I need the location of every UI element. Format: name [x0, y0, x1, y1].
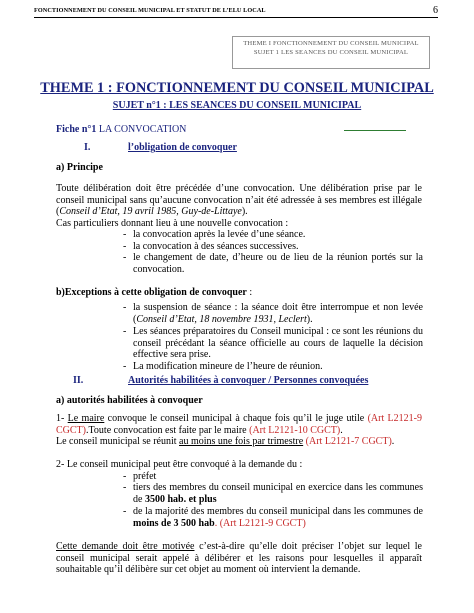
- list-item: - la convocation après la levée d’une séance.: [123, 229, 306, 240]
- theme-title: THEME 1 : FONCTIONNEMENT DU CONSEIL MUNICIPAL: [40, 80, 434, 96]
- exceptions-heading: b)Exceptions à cette obligation de convoquer :: [56, 287, 253, 298]
- running-header-title: FONCTIONNEMENT DU CONSEIL MUNICIPAL ET STATUT DE L’ELU LOCAL: [34, 7, 266, 14]
- fiche-rule: [344, 130, 406, 131]
- autorites-paragraph2: Le conseil municipal se réunit au moins une fois par trimestre (Art L2121-7 CGCT).: [56, 436, 395, 447]
- fiche-label: Fiche n°1: [56, 124, 97, 135]
- list-item: - Les séances préparatoires du Conseil municipal : ce sont les réunions du conseil précédant la séance officielle au cours de laquelle la décision effective sera prise.: [123, 326, 423, 360]
- section2-number: II.: [73, 375, 84, 386]
- section2-title: Autorités habilitées à convoquer / Personnes convoquées: [128, 375, 369, 386]
- list-item: - la convocation à des séances successives.: [123, 241, 299, 252]
- principe-citation: Conseil d’Etat, 19 avril 1985, Guy-de-Littaye: [59, 206, 242, 217]
- fiche-title: LA CONVOCATION: [98, 124, 187, 135]
- autorites-paragraph1: 1- Le maire convoque le conseil municipal à chaque fois qu’il le juge utile (Art L2121-9 CGCT).Toute convocation est faite par le maire (Art L2121-10 CGCT).: [56, 413, 422, 436]
- principe-heading: a) Principe: [56, 162, 103, 173]
- list-item: - le changement de date, d’heure ou de lieu de la réunion portés sur la convocation.: [123, 252, 423, 275]
- section1-number: I.: [84, 142, 91, 153]
- autorites-heading: a) autorités habilitées à convoquer: [56, 395, 203, 406]
- theme-box-line1: THEME I FONCTIONNEMENT DU CONSEIL MUNICIPAL: [243, 40, 419, 47]
- list-item: - La modification mineure de l’heure de réunion.: [123, 361, 323, 372]
- autorites-paragraph4: Cette demande doit être motivée c’est-à-dire qu’elle doit préciser l’objet sur lequel le conseil municipal serait appelé à délibérer et les raisons pour lesquelles il apparaît souhaitable qu’il délibère sur cet objet au moment où intervient la demande.: [56, 541, 423, 575]
- list-item: - de la majorité des membres du conseil municipal dans les communes de moins de 3 500 hab. (Art L2121-9 CGCT): [123, 506, 423, 529]
- section1-title: l’obligation de convoquer: [128, 142, 237, 153]
- list-item: - la suspension de séance : la séance doit être interrompue et non levée (Conseil d’Etat, 18 novembre 1931, Leclert).: [123, 302, 423, 325]
- theme-box-line2: SUJET 1 LES SEANCES DU CONSEIL MUNICIPAL: [253, 49, 409, 56]
- sujet-title: SUJET n°1 : LES SEANCES DU CONSEIL MUNICIPAL: [112, 100, 362, 111]
- fiche-heading: [56, 124, 186, 135]
- cases-intro: Cas particuliers donnant lieu à une nouvelle convocation :: [56, 218, 289, 229]
- page-number: 6: [433, 5, 438, 16]
- list-item: - préfet: [123, 471, 157, 482]
- list-item: - tiers des membres du conseil municipal en exercice dans les communes de 3500 hab. et plus: [123, 482, 423, 505]
- principe-paragraph: Toute délibération doit être précédée d’une convocation. Une délibération prise par le conseil municipal sans qu’aucune convocation n’ait été adressée à ses membres est illégale (Conseil d’Etat, 19 avril 1985, Guy-de-Littaye).: [56, 183, 422, 217]
- theme-box: [232, 36, 430, 69]
- header-rule: [34, 17, 438, 18]
- autorites-paragraph3: 2- Le conseil municipal peut être convoqué à la demande du :: [56, 459, 303, 470]
